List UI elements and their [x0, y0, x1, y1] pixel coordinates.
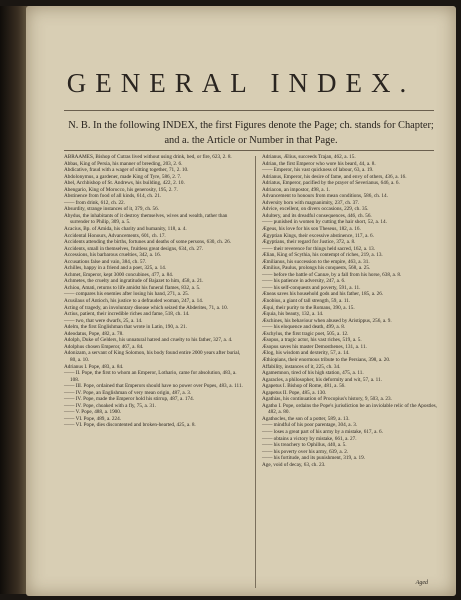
index-entry: —— two, that were dwarfs, 25, a. 14. [64, 317, 143, 324]
index-entry: —— from drink, 612, ch. 22. [64, 199, 125, 206]
index-entry: —— mindful of his poor parentage, 304, a. 3. [262, 422, 358, 429]
index-entry: Adriacon, an impostor, 498, a. 1. [262, 186, 331, 193]
index-entry: Adrian, the first Emperor who wore his beard, 44, a. 8. [262, 160, 376, 167]
index-entry: Agaracles, a philosopher, his deformity and wit, 57, a. 11. [262, 376, 382, 383]
index-entry: Æmilius, Paulus, prolongs his conquests, 568, a. 25. [262, 265, 371, 272]
index-note: N. B. In the following INDEX, the first Figures denote the Page; ch. stands for Chapter; and a. the Article or Number in that Page. [68, 120, 434, 146]
index-entry: Abstinence from food of all kinds, 614, ch. 21. [64, 193, 162, 200]
catchword: Aged [415, 580, 428, 586]
index-entry: Acusilaus of Antioch, his justice to a defrauded woman, 247, a. 14. [64, 298, 204, 305]
title-rule [64, 110, 434, 111]
index-entry: —— V. Pope, 488, a. 1900. [64, 409, 122, 416]
index-entry: Abengario, King of Morocco, his generosity, 195, 2. 7. [64, 186, 178, 193]
index-entry: —— IV. Pope, choaked with a fly, 75, a. 31. [64, 402, 156, 409]
index-entry: —— his eloquence and death, 499, a. 8. [262, 324, 346, 331]
index-entry: Adultery, and its dreadful consequences, 446, ch. 56. [262, 212, 372, 219]
index-entry: Accidents, small in themselves, fruitless great designs, 634, ch. 27. [64, 245, 204, 252]
index-entry: Accusations false and vain, 384, ch. 57. [64, 258, 147, 265]
index-entry: —— his fortitude, and its punishment, 319, a. 19. [262, 455, 366, 462]
index-entry: —— VI. Pope, 489, a. 224. [64, 415, 121, 422]
index-entry: —— his treachery to Ophillus, 440, a. 5. [262, 442, 347, 449]
index-entry: Adriatus, Emperor, pacified by the prayer of Severianus, 646, a. 6. [262, 180, 400, 187]
index-entry: Ægyptians, their regard for Justice, 372, a. 8. [262, 239, 356, 246]
index-entry: Accidents attending the births, fortunes and deaths of some persons, 630, ch. 26. [64, 239, 231, 246]
note-rule [64, 150, 434, 151]
index-entry: Abydus, the inhabitants of it destroy themselves, wives and wealth, rather than surrender to Philip, 309, a. 5. [64, 212, 228, 226]
index-entry: Æschines, his behaviour when abused by Aristippus, 256, a. 9. [262, 317, 392, 324]
index-entry: Adeodatus, Pope, 482, a. 78. [64, 330, 124, 337]
index-entry: —— Emperor, his vast quickness of labour, 63, a. 19. [262, 167, 374, 174]
index-entry: Achmetes, the cruelty and ingratitude of Bajazet to him, 458, a. 21. [64, 278, 204, 285]
index-entry: —— his self-conquests and poverty, 591, a. 11. [262, 284, 361, 291]
index-entry: Æsopus saves his master Demosthenes, 131, a. 11. [262, 343, 367, 350]
index-entry: —— his poverty over his army, 639, a. 2. [262, 448, 349, 455]
index-entry: Ænobius, a giant of tall strength, 59, a. 11. [262, 298, 351, 305]
index-entry: —— loses a great part of his army by a mistake, 617, a. 6. [262, 428, 383, 435]
index-entry: —— VI. Pope, dies discontented and broken-hearted, 425, a. 8. [64, 422, 196, 429]
index-entry: Adrianus I. Pope, 483, a. 84. [64, 363, 124, 370]
index-entry: —— their reverence for things held sacred, 162, a. 13. [262, 245, 376, 252]
index-entry: Abbas, King of Persia, his manner of breeding, 203, 2. 6. [64, 160, 183, 167]
index-entry: —— IV. Pope, an Englishman of very mean origin, 487, a. 3. [64, 389, 192, 396]
index-entry: Adversity born with magnanimity, 237, ch. 37. [262, 199, 360, 206]
index-entry: Agamemnon, tired of his high station, 475, a. 11. [262, 370, 364, 377]
index-entry: Abel, Archbishop of St. Andrews, his building, 422, 2. 10. [64, 180, 185, 187]
index-entry: Actius, patient, their incredible riches and fame, 518, ch. 14. [64, 311, 190, 318]
index-entry: Advice, excellent, on divers occasions, 229, ch. 35. [262, 206, 369, 213]
index-entry: Abdolonymus, a gardener, made King of Tyre, 586, 2. 7. [64, 173, 182, 180]
index-entry: Æschylus, the first tragic poet, 505, a. 12. [262, 330, 349, 337]
index-entry: Ælog, his wisdom and dexterity, 57, a. 14. [262, 350, 350, 357]
index-entry: Æmilianus, his succession to the empire, 463, a. 31. [262, 258, 370, 265]
index-entry: Æqui, their purity to the Romans, 390, a. 15. [262, 304, 355, 311]
index-entry: Advancement to honours from mean conditions, 586, ch. 14. [262, 193, 388, 200]
index-entry: Ægeus, his love for his son Theseus, 182, a. 16. [262, 226, 361, 233]
index-entry: Achiou, Amati, returns to life amidst his funeral flames, 832, a. 5. [64, 284, 201, 291]
index-entry: Accidental Honours, Advancements, 601, ch. 17. [64, 232, 166, 239]
index-entry: Age, void of decay, 63, ch. 23. [262, 461, 326, 468]
index-entry: Agapetus II. Pope, 485, a. 130. [262, 389, 327, 396]
index-entry: —— obtains a victory by mistake, 661, a. 27. [262, 435, 357, 442]
index-entry: Acting of tragedy, an involuntary disease which seized the Abderites, 71, a. 10. [64, 304, 229, 311]
index-entry: —— III. Pope, ordained that Emperors should have no power over Popes, 483, a. 111. [64, 383, 243, 390]
index-entry: —— punished in women by cutting the hair short, 52, a. 14. [262, 219, 387, 226]
index-entry: Affability, instances of it, 225, ch. 34. [262, 363, 341, 370]
index-entry: ABRAAMES, Bishop of Cutras lived without using drink, bed, or fire, 623, 2. 8. [64, 154, 232, 160]
index-entry: Adelm, the first Englishman that wrote in Latin, 190, a. 21. [64, 324, 187, 331]
index-entry: —— his patience in adversity, 247, a. 6. [262, 278, 346, 285]
index-entry: Agathias, his continuation of Procopius's history, 9, 503, a. 23. [262, 396, 392, 403]
index-entry: Adrianus, Ælius, succeeds Trajan, 462, a. 15. [262, 154, 356, 160]
index-entry: Ægyptian Kings, their excessive abstinence, 117, a. 6. [262, 232, 374, 239]
index-entry: Æquia, his beauty, 132, a. 14. [262, 311, 324, 318]
index-entry: Accessions, his barbarous cruelties, 342, a. 16. [64, 252, 161, 259]
index-entry: Absurdity, strange instances of it, 379, ch. 56. [64, 206, 160, 213]
index-entry: —— before the battle of Cannæ, by a fall from his horse, 638, a. 8. [262, 271, 402, 278]
index-entry: Ælian, King of Scythia, his contempt of riches, 219, a. 13. [262, 252, 383, 259]
index-entry: Agathocles, the son of a potter, 589, a. 13. [262, 415, 350, 422]
index-entry: Adonizam, a servant of King Solomon, his body found entire 2000 years after burial, 80, a. 10. [64, 350, 241, 363]
index-entry: Achmet, Emperor, kept 3000 concubines, 477, a. 84. [64, 271, 174, 278]
index-entry: Æneas saves his household gods and his father, 185, a. 26. [262, 291, 384, 298]
index-entry: Acacius, Bp. of Amida, his charity and humanity, 118, a. 4. [64, 226, 187, 233]
index-entry: Agatho I. Pope, ordains the Pope's jurisdiction be an inviolable relic of the Apostles, 482, a. 80. [262, 402, 437, 416]
index-entry: Achilles, happy in a friend and a poet, 325, a. 14. [64, 265, 167, 272]
index-entry: —— IV. Pope, made the Emperor hold his stirrup, 487, a. 174. [64, 396, 195, 403]
column-divider [255, 156, 256, 588]
index-entry: Æsopus, a tragic actor, his vast riches, 519, a. 5. [262, 337, 362, 344]
index-entry: Adrianus, Emperor, his desire of fame, and envy of others, 436, a. 16. [262, 173, 407, 180]
index-entry: Abdicative, fraud with a wager of sitting together, 71, 2. 10. [64, 167, 189, 174]
index-entry: Adolphus chosen Emperor, 467, a. 84. [64, 343, 144, 350]
index-entry: —— compares his enemies after losing his hand, 271, a. 25. [64, 291, 190, 298]
left-column [64, 154, 244, 429]
right-column [262, 154, 442, 468]
index-entry: Adolph, Duke of Gelders, his unnatural hatred and cruelty to his father, 327, a. 4. [64, 337, 233, 344]
index-entry: Æthiopians, their enormous tribute to the Persians, 398, a. 20. [262, 356, 391, 363]
index-entry: —— II. Pope, the first to whom an Emperor, Lothario, came for absolution, 483, a. 108. [64, 370, 237, 383]
book-page [26, 6, 456, 596]
page-title: GENERAL INDEX. [66, 68, 416, 98]
index-entry: Agapetus I. Bishop of Rome, 481, a. 56. [262, 383, 346, 390]
